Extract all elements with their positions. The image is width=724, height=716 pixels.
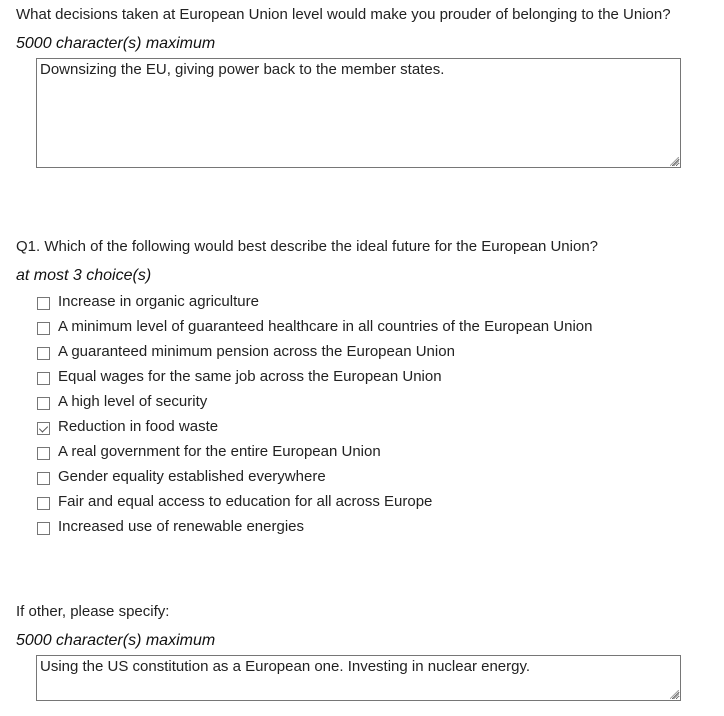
choice-limit-hint: at most 3 choice(s) bbox=[16, 267, 152, 284]
checkbox[interactable] bbox=[37, 347, 50, 360]
character-limit-hint: 5000 character(s) maximum bbox=[16, 35, 216, 52]
option-label: Increase in organic agriculture bbox=[58, 293, 259, 310]
option-security[interactable] bbox=[36, 389, 593, 414]
option-gender-equality[interactable] bbox=[36, 464, 593, 489]
option-education[interactable] bbox=[36, 489, 593, 514]
option-equal-wages[interactable] bbox=[36, 364, 593, 389]
checkbox[interactable] bbox=[37, 447, 50, 460]
question-proud-label: What decisions taken at European Union level would make you prouder of belonging to the Union? bbox=[16, 6, 671, 23]
option-label: A high level of security bbox=[58, 393, 208, 410]
checkbox[interactable] bbox=[37, 497, 50, 510]
option-organic-agriculture[interactable] bbox=[36, 289, 593, 314]
checkbox[interactable] bbox=[37, 297, 50, 310]
option-label: Gender equality established everywhere bbox=[58, 468, 326, 485]
other-label: If other, please specify: bbox=[16, 603, 170, 620]
checkbox[interactable] bbox=[37, 422, 50, 435]
option-renewable-energies[interactable] bbox=[36, 514, 593, 539]
option-label: Fair and equal access to education for all across Europe bbox=[58, 493, 433, 510]
character-limit-hint: 5000 character(s) maximum bbox=[16, 632, 216, 649]
option-label: A guaranteed minimum pension across the European Union bbox=[58, 343, 455, 360]
option-food-waste[interactable] bbox=[36, 414, 593, 439]
proud-answer-textarea[interactable] bbox=[36, 58, 681, 168]
option-label: Increased use of renewable energies bbox=[58, 518, 304, 535]
q1-label: Q1. Which of the following would best describe the ideal future for the European Union? bbox=[16, 238, 599, 255]
checkbox[interactable] bbox=[37, 372, 50, 385]
checkbox[interactable] bbox=[37, 472, 50, 485]
option-healthcare[interactable] bbox=[36, 314, 593, 339]
option-real-government[interactable] bbox=[36, 439, 593, 464]
checkbox[interactable] bbox=[37, 397, 50, 410]
option-label: A real government for the entire European Union bbox=[58, 443, 381, 460]
option-pension[interactable] bbox=[36, 339, 593, 364]
option-label: A minimum level of guaranteed healthcare in all countries of the European Union bbox=[58, 318, 593, 335]
option-label: Reduction in food waste bbox=[58, 418, 219, 435]
checkbox[interactable] bbox=[37, 522, 50, 535]
checkbox[interactable] bbox=[37, 322, 50, 335]
other-answer-textarea[interactable] bbox=[36, 655, 681, 701]
q1-options bbox=[36, 289, 593, 539]
option-label: Equal wages for the same job across the European Union bbox=[58, 368, 442, 385]
